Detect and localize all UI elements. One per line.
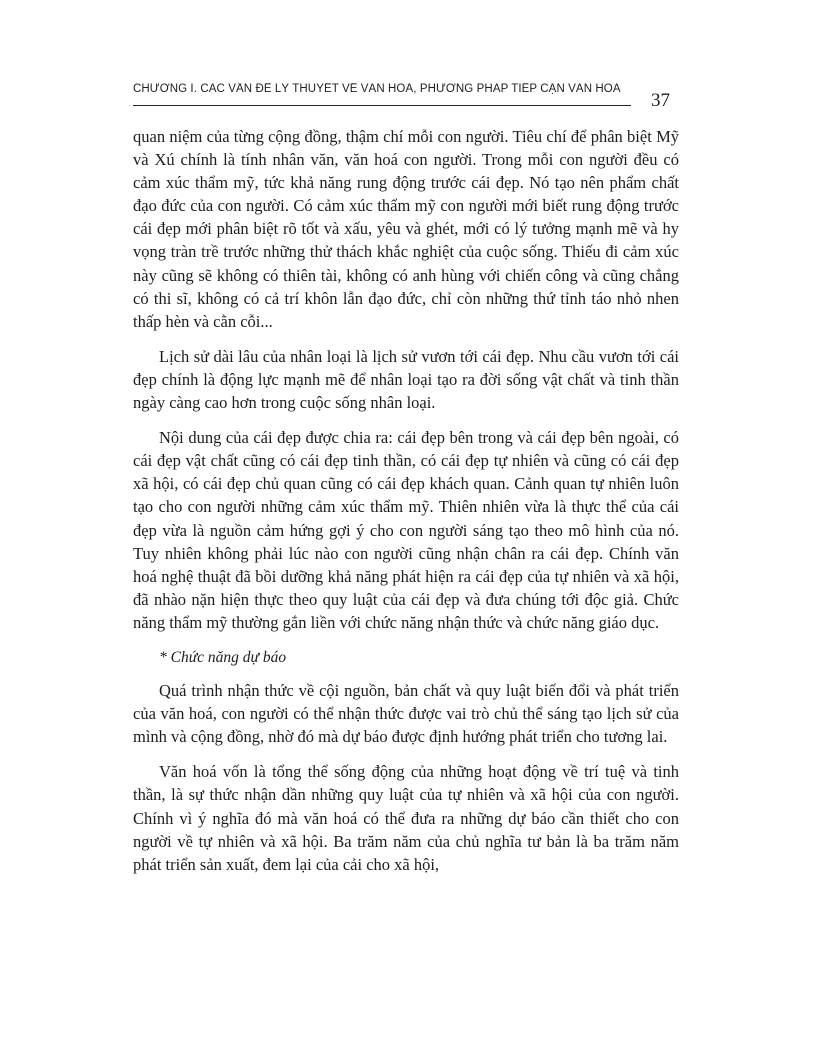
paragraph: Văn hoá vốn là tổng thể sống động của những hoạt động về trí tuệ và tinh thần, là sự thức nhận dần những quy luật của tự nhiên và xã hội của con người. Chính vì ý nghĩa đó mà văn hoá có thể đưa ra những dự báo cần thiết cho con người về tự nhiên và xã hội. Ba trăm năm của chủ nghĩa tư bản là ba trăm năm phát triển sản xuất, đem lại của cải cho xã hội, [133,762,679,874]
paragraph: Nội dung của cái đẹp được chia ra: cái đẹp bên trong và cái đẹp bên ngoài, có cái đẹp vật chất cũng có cái đẹp tinh thần, có cái đẹp tự nhiên và cũng có cái đẹp xã hội, có cái đẹp chủ quan cũng có cái đẹp khách quan. Cảnh quan tự nhiên luôn tạo cho con người những cảm xúc thẩm mỹ. Thiên nhiên vừa là thực thể của cái đẹp vừa là nguồn cảm hứng gợi ý cho con người sáng tạo theo mô hình của nó. Tuy nhiên không phải lúc nào con người cũng nhận chân ra cái đẹp. Chính văn hoá nghệ thuật đã bồi dưỡng khả năng phát hiện ra cái đẹp của tự nhiên và xã hội, đã nhào nặn hiện thực theo quy luật của cái đẹp và đưa chúng tới độc giả. Chức năng thẩm mỹ thường gắn liền với chức năng nhận thức và chức năng giáo dục. [133,428,679,632]
body-text [133,125,679,888]
paragraph: quan niệm của từng cộng đồng, thậm chí mỗi con người. Tiêu chí để phân biệt Mỹ và Xú chính là tính nhân văn, văn hoá con người. Trong mỗi con người đều có cảm xúc thẩm mỹ, tức khả năng rung động trước cái đẹp. Nó tạo nên phẩm chất đạo đức của con người. Có cảm xúc thẩm mỹ con người mới biết rung động trước cái đẹp mới phân biệt rõ tốt và xấu, yêu và ghét, mới có lý tưởng mạnh mẽ và hy vọng tràn trề trước những thử thách khắc nghiệt của cuộc sống. Thiếu đi cảm xúc này cũng sẽ không có thiên tài, không có anh hùng với chiến công và cũng chẳng có thi sĩ, không có cả trí khôn lẫn đạo đức, chỉ còn những thứ tỉnh táo nhỏ nhen thấp hèn và cằn cỗi... [133,127,679,331]
page-number: 37 [651,90,670,111]
running-header: CHƯƠNG I. CÁC VẤN ĐỀ LÝ THUYẾT VỀ VĂN HÓA, PHƯƠNG PHÁP TIẾP CẬN VĂN HOÁ [133,83,631,106]
paragraph: Quá trình nhận thức về cội nguồn, bản chất và quy luật biến đổi và phát triển của văn hoá, con người có thể nhận thức được vai trò chủ thể sáng tạo lịch sử của mình và cộng đồng, nhờ đó mà dự báo được định hướng phát triển cho tương lai. [133,681,679,747]
paragraph: Lịch sử dài lâu của nhân loại là lịch sử vươn tới cái đẹp. Nhu cầu vươn tới cái đẹp chính là động lực mạnh mẽ để nhân loại tạo ra đời sống vật chất và tinh thần ngày càng cao hơn trong cuộc sống nhân loại. [133,346,679,413]
section-heading: * Chức năng dự báo [159,648,287,666]
